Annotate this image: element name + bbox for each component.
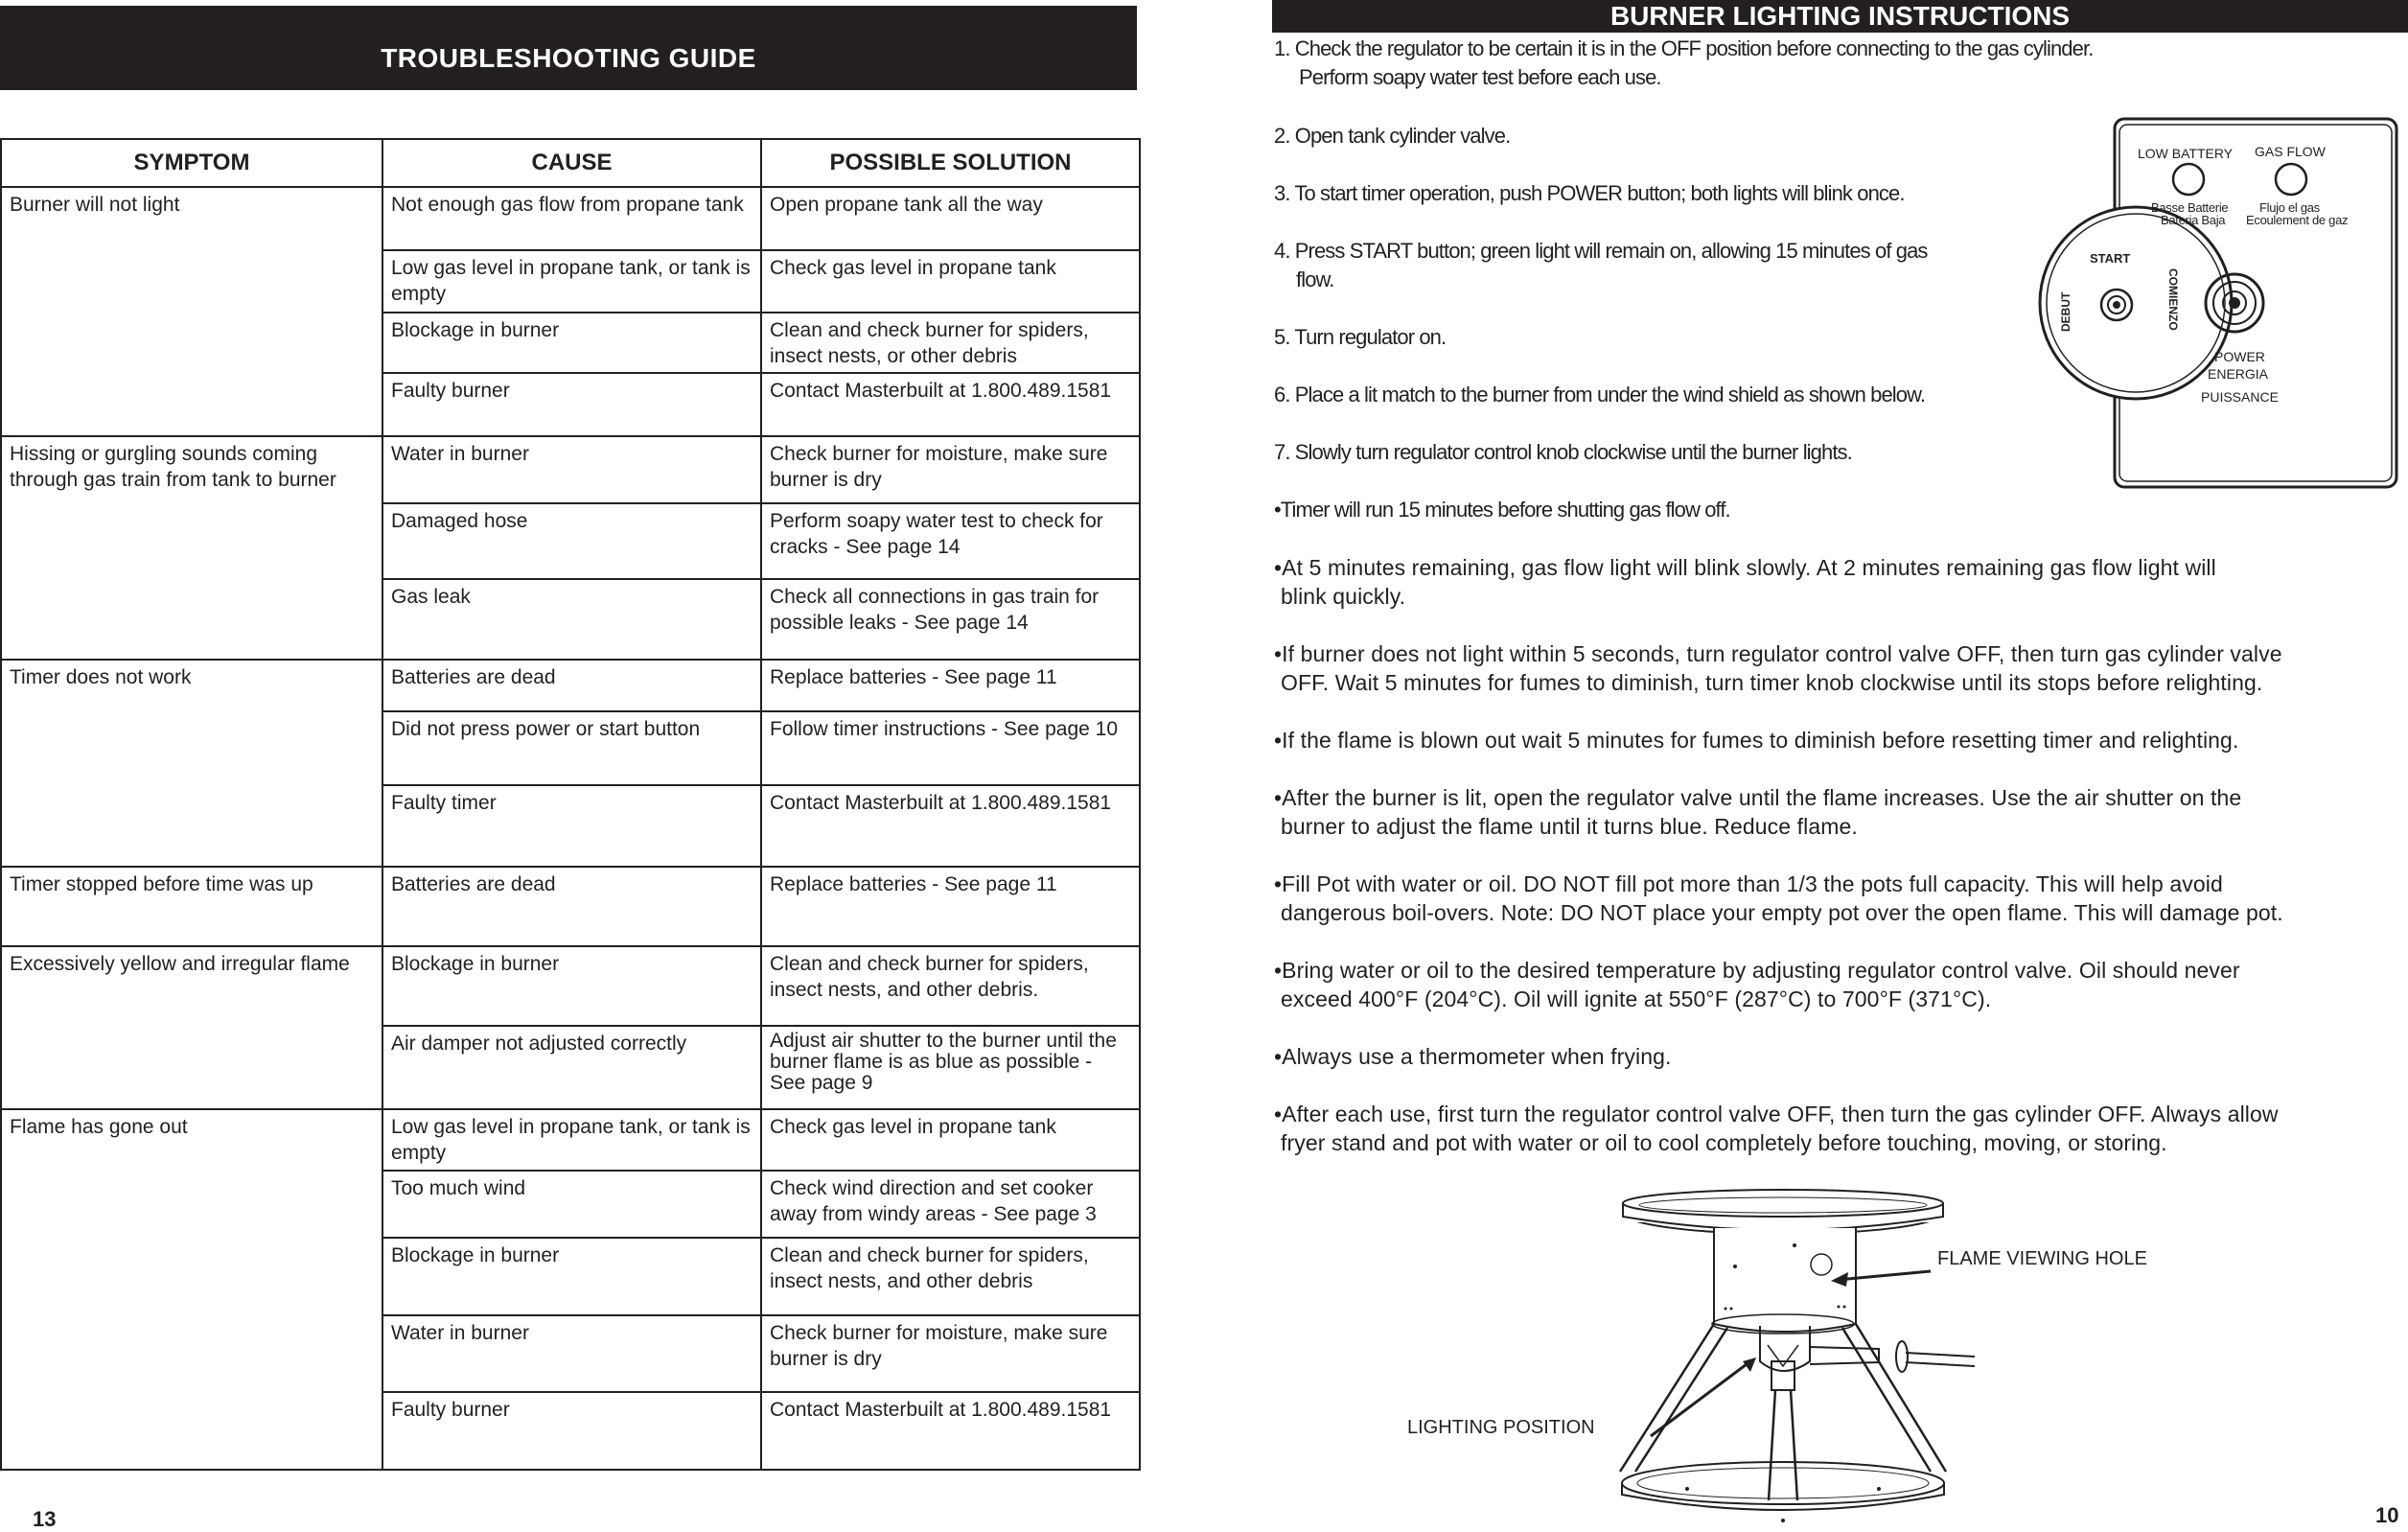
comienzo-label: COMIENZO: [2166, 268, 2180, 331]
table-row: [1, 660, 1140, 711]
symptom-cell: Hissing or gurgling sounds coming through gas train from tank to burner: [1, 436, 382, 660]
gas-flow-spanish: Flujo el gas: [2259, 200, 2320, 215]
energia-label: ENERGIA: [2208, 366, 2269, 382]
cause-cell: Low gas level in propane tank, or tank is empty: [382, 1109, 761, 1171]
cause-cell: Damaged hose: [382, 503, 761, 579]
bullet-line: exceed 400°F (204°C). Oil will ignite at 550°F (287°C) to 700°F (371°C).: [1281, 987, 1992, 1011]
table-row: [1, 867, 1140, 946]
bullet-line: blink quickly.: [1281, 584, 1406, 609]
bullet-line: fryer stand and pot with water or oil to cool completely before touching, moving, or storing.: [1281, 1130, 2167, 1155]
cause-column-header: CAUSE: [382, 139, 761, 187]
cause-cell: Faulty burner: [382, 1392, 761, 1470]
step-7: 7. Slowly turn regulator control knob clockwise until the burner lights.: [1274, 440, 1852, 464]
solution-cell: Check burner for moisture, make sure burner is dry: [761, 1315, 1140, 1392]
solution-cell: Check gas level in propane tank: [761, 1109, 1140, 1171]
solution-cell: Contact Masterbuilt at 1.800.489.1581: [761, 373, 1140, 436]
cause-cell: Blockage in burner: [382, 313, 761, 373]
cause-cell: Faulty burner: [382, 373, 761, 436]
solution-cell: Adjust air shutter to the burner until the burner flame is as blue as possible - See page 9: [761, 1026, 1140, 1109]
troubleshooting-table: [0, 138, 1141, 1471]
solution-cell: Check wind direction and set cooker away from windy areas - See page 3: [761, 1171, 1140, 1238]
solution-cell: Check burner for moisture, make sure burner is dry: [761, 436, 1140, 503]
flame-viewing-hole-label: FLAME VIEWING HOLE: [1937, 1248, 2147, 1269]
cause-cell: Low gas level in propane tank, or tank is empty: [382, 250, 761, 313]
bullet-line: •Bring water or oil to the desired temperature by adjusting regulator control valve. Oil should never: [1274, 958, 2240, 983]
bullet-line: •Fill Pot with water or oil. DO NOT fill pot more than 1/3 the pots full capacity. This will help avoid: [1274, 871, 2223, 896]
cause-cell: Air damper not adjusted correctly: [382, 1026, 761, 1109]
bullet-line: OFF. Wait 5 minutes for fumes to diminish, turn timer knob clockwise until its stops before relighting.: [1281, 670, 2263, 695]
solution-cell: Replace batteries - See page 11: [761, 660, 1140, 711]
bullet-line: •After the burner is lit, open the regulator valve until the flame increases. Use the air shutter on the: [1274, 785, 2242, 810]
cause-cell: Faulty timer: [382, 785, 761, 867]
table-header-row: [1, 139, 1140, 187]
troubleshooting-header: TROUBLESHOOTING GUIDE: [0, 6, 1137, 90]
cause-cell: Water in burner: [382, 1315, 761, 1392]
solution-cell: Replace batteries - See page 11: [761, 867, 1140, 946]
low-battery-label: LOW BATTERY: [2138, 146, 2234, 161]
step-3: 3. To start timer operation, push POWER button; both lights will blink once.: [1274, 181, 1905, 205]
start-label: START: [2090, 251, 2131, 266]
cause-cell: Blockage in burner: [382, 946, 761, 1026]
table-row: [1, 946, 1140, 1026]
solution-cell: Follow timer instructions - See page 10: [761, 711, 1140, 785]
solution-cell: Contact Masterbuilt at 1.800.489.1581: [761, 1392, 1140, 1470]
symptom-cell: Burner will not light: [1, 187, 382, 436]
low-battery-spanish: Bateria Baja: [2161, 213, 2226, 227]
bullet-line: •After each use, first turn the regulator control valve OFF, then turn the gas cylinder OFF. Always allow: [1274, 1102, 2279, 1126]
timer-control-panel: [2023, 115, 2400, 491]
table-row: [1, 1109, 1140, 1171]
solution-cell: Check gas level in propane tank: [761, 250, 1140, 313]
cause-cell: Water in burner: [382, 436, 761, 503]
table-row: [1, 436, 1140, 503]
step-5: 5. Turn regulator on.: [1274, 325, 1447, 349]
solution-cell: Perform soapy water test to check for cracks - See page 14: [761, 503, 1140, 579]
bullet-line: •At 5 minutes remaining, gas flow light will blink slowly. At 2 minutes remaining gas flow light will: [1274, 555, 2216, 580]
step-2: 2. Open tank cylinder valve.: [1274, 124, 1511, 148]
symptom-cell: Flame has gone out: [1, 1109, 382, 1470]
gas-flow-label: GAS FLOW: [2255, 144, 2326, 159]
bullet-line: •If the flame is blown out wait 5 minutes for fumes to diminish before resetting timer and relighting.: [1274, 728, 2239, 753]
cause-cell: Gas leak: [382, 579, 761, 660]
cause-cell: Blockage in burner: [382, 1238, 761, 1315]
cause-cell: Batteries are dead: [382, 867, 761, 946]
solution-cell: Clean and check burner for spiders, insect nests, or other debris: [761, 313, 1140, 373]
power-label: POWER: [2214, 349, 2265, 364]
step-4: 4. Press START button; green light will remain on, allowing 15 minutes of gas: [1274, 239, 1928, 263]
page-number-right: 10: [2375, 1503, 2399, 1527]
burner-lighting-header: BURNER LIGHTING INSTRUCTIONS: [1272, 0, 2408, 33]
solution-cell: Contact Masterbuilt at 1.800.489.1581: [761, 785, 1140, 867]
table-row: [1, 187, 1140, 250]
cause-cell: Batteries are dead: [382, 660, 761, 711]
debut-label: DEBUT: [2059, 291, 2072, 332]
gas-flow-french: Ecoulement de gaz: [2246, 213, 2349, 227]
low-battery-french: Basse Batterie: [2151, 200, 2229, 215]
solution-cell: Check all connections in gas train for possible leaks - See page 14: [761, 579, 1140, 660]
step-1-continued: Perform soapy water test before each use.: [1299, 65, 1661, 89]
page-number-left: 13: [33, 1507, 57, 1531]
solution-column-header: POSSIBLE SOLUTION: [761, 139, 1140, 187]
lighting-position-label: LIGHTING POSITION: [1407, 1417, 1595, 1438]
cause-cell: Did not press power or start button: [382, 711, 761, 785]
cause-cell: Not enough gas flow from propane tank: [382, 187, 761, 250]
step-6: 6. Place a lit match to the burner from under the wind shield as shown below.: [1274, 383, 1926, 406]
symptom-cell: Timer does not work: [1, 660, 382, 867]
step-4-continued: flow.: [1296, 267, 1334, 291]
bullet-line: •If burner does not light within 5 seconds, turn regulator control valve OFF, then turn gas cylinder valve: [1274, 641, 2282, 666]
bullet-line: •Always use a thermometer when frying.: [1274, 1044, 1672, 1069]
cause-cell: Too much wind: [382, 1171, 761, 1238]
bullet-line: dangerous boil-overs. Note: DO NOT place your empty pot over the open flame. This will damage pot.: [1281, 900, 2283, 925]
symptom-cell: Excessively yellow and irregular flame: [1, 946, 382, 1109]
control-panel-drawing: [2023, 115, 2400, 491]
symptom-column-header: SYMPTOM: [1, 139, 382, 187]
burner-stand-diagram: [1591, 1184, 1994, 1530]
solution-cell: Open propane tank all the way: [761, 187, 1140, 250]
symptom-cell: Timer stopped before time was up: [1, 867, 382, 946]
timer-note: •Timer will run 15 minutes before shutting gas flow off.: [1274, 498, 1730, 522]
solution-cell: Clean and check burner for spiders, insect nests, and other debris.: [761, 946, 1140, 1026]
puissance-label: PUISSANCE: [2201, 389, 2279, 405]
solution-cell: Clean and check burner for spiders, insect nests, and other debris: [761, 1238, 1140, 1315]
bullet-line: burner to adjust the flame until it turns blue. Reduce flame.: [1281, 814, 1858, 839]
step-1: 1. Check the regulator to be certain it is in the OFF position before connecting to the gas cylinder.: [1274, 36, 2094, 60]
